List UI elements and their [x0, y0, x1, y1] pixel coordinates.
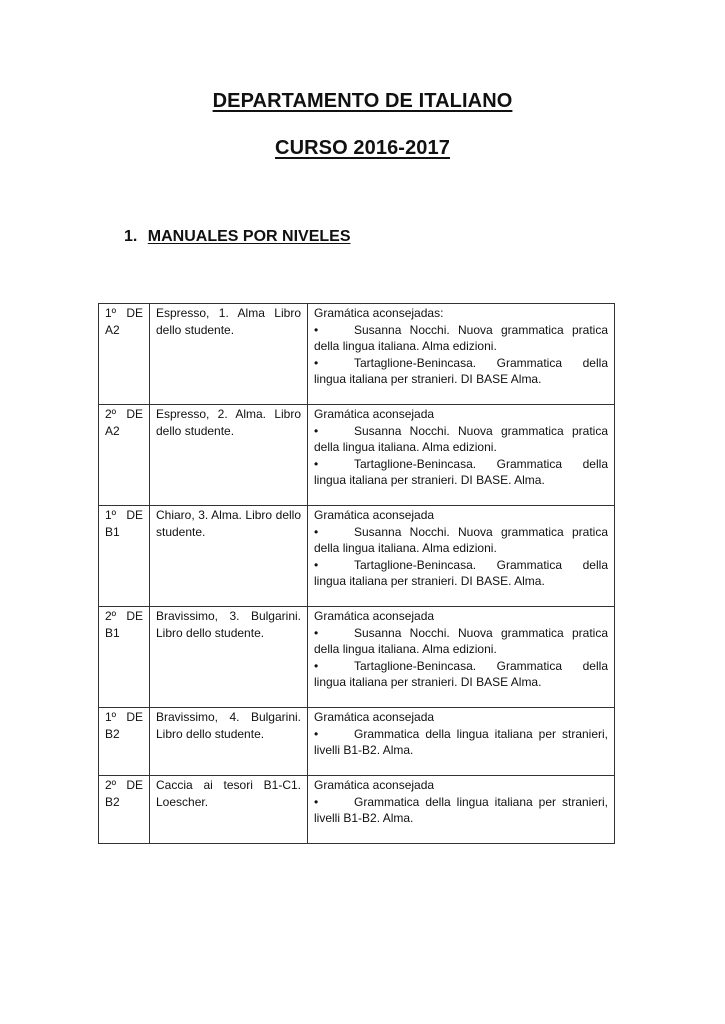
level-cell: 2º DE B1	[99, 607, 150, 708]
bullet-icon: •	[314, 794, 319, 809]
grammar-heading: Gramática aconsejada	[314, 778, 435, 792]
grammar-item: • Susanna Nocchi. Nuova grammatica pratica della lingua italiana. Alma edizioni.	[314, 423, 608, 454]
row-spacer	[314, 489, 608, 506]
bullet-icon: •	[314, 322, 319, 337]
table-row	[99, 607, 615, 708]
manual-cell: Espresso, 1. Alma Libro dello studente.	[150, 304, 308, 405]
table-row	[99, 506, 615, 607]
grammar-item: • Grammatica della lingua italiana per stranieri, livelli B1-B2. Alma.	[314, 726, 608, 757]
manual-cell: Bravissimo, 3. Bulgarini. Libro dello studente.	[150, 607, 308, 708]
grammar-item: • Tartaglione-Benincasa. Grammatica della lingua italiana per stranieri. DI BASE. Alma.	[314, 456, 608, 487]
manuals-table	[98, 303, 615, 844]
manual-cell: Bravissimo, 4. Bulgarini. Libro dello studente.	[150, 708, 308, 776]
bullet-icon: •	[314, 658, 319, 673]
manual-cell: Espresso, 2. Alma. Libro dello studente.	[150, 405, 308, 506]
table-row	[99, 304, 615, 405]
level-cell: 1º DE B1	[99, 506, 150, 607]
document-title: DEPARTAMENTO DE ITALIANO	[212, 90, 513, 112]
level-cell: 2º DE B2	[99, 776, 150, 844]
grammar-item: • Susanna Nocchi. Nuova grammatica pratica della lingua italiana. Alma edizioni.	[314, 322, 608, 353]
level-cell: 2º DE A2	[99, 405, 150, 506]
level-cell: 1º DE A2	[99, 304, 150, 405]
bullet-icon: •	[314, 625, 319, 640]
row-spacer	[314, 759, 608, 776]
grammar-cell	[308, 405, 615, 506]
grammar-heading: Gramática aconsejada	[314, 508, 435, 522]
bullet-icon: •	[314, 557, 319, 572]
level-cell: 1º DE B2	[99, 708, 150, 776]
bullet-icon: •	[314, 524, 319, 539]
row-spacer	[314, 388, 608, 405]
grammar-heading: Gramática aconsejadas:	[314, 306, 444, 320]
bullet-icon: •	[314, 456, 319, 471]
grammar-heading: Gramática aconsejada	[314, 407, 435, 421]
grammar-cell	[308, 607, 615, 708]
grammar-cell	[308, 506, 615, 607]
section-number: 1.	[124, 228, 138, 245]
grammar-item: • Tartaglione-Benincasa. Grammatica della lingua italiana per stranieri. DI BASE. Alma.	[314, 557, 608, 588]
section-heading	[124, 228, 350, 246]
grammar-item: • Susanna Nocchi. Nuova grammatica pratica della lingua italiana. Alma edizioni.	[314, 625, 608, 656]
grammar-cell	[308, 776, 615, 844]
manual-cell: Caccia ai tesori B1-C1. Loescher.	[150, 776, 308, 844]
grammar-heading: Gramática aconsejada	[314, 710, 435, 724]
section-heading-text: MANUALES POR NIVELES	[147, 228, 351, 245]
table-row	[99, 776, 615, 844]
grammar-heading: Gramática aconsejada	[314, 609, 435, 623]
grammar-item: • Tartaglione-Benincasa. Grammatica della lingua italiana per stranieri. DI BASE Alma.	[314, 355, 608, 386]
grammar-cell	[308, 708, 615, 776]
table-row	[99, 708, 615, 776]
row-spacer	[314, 590, 608, 607]
grammar-cell	[308, 304, 615, 405]
bullet-icon: •	[314, 423, 319, 438]
manual-cell: Chiaro, 3. Alma. Libro dello studente.	[150, 506, 308, 607]
row-spacer	[314, 827, 608, 844]
grammar-item: • Susanna Nocchi. Nuova grammatica pratica della lingua italiana. Alma edizioni.	[314, 524, 608, 555]
table-row	[99, 405, 615, 506]
course-title: CURSO 2016-2017	[275, 137, 450, 159]
bullet-icon: •	[314, 726, 319, 741]
grammar-item: • Grammatica della lingua italiana per stranieri, livelli B1-B2. Alma.	[314, 794, 608, 825]
grammar-item: • Tartaglione-Benincasa. Grammatica della lingua italiana per stranieri. DI BASE Alma.	[314, 658, 608, 689]
bullet-icon: •	[314, 355, 319, 370]
row-spacer	[314, 691, 608, 708]
